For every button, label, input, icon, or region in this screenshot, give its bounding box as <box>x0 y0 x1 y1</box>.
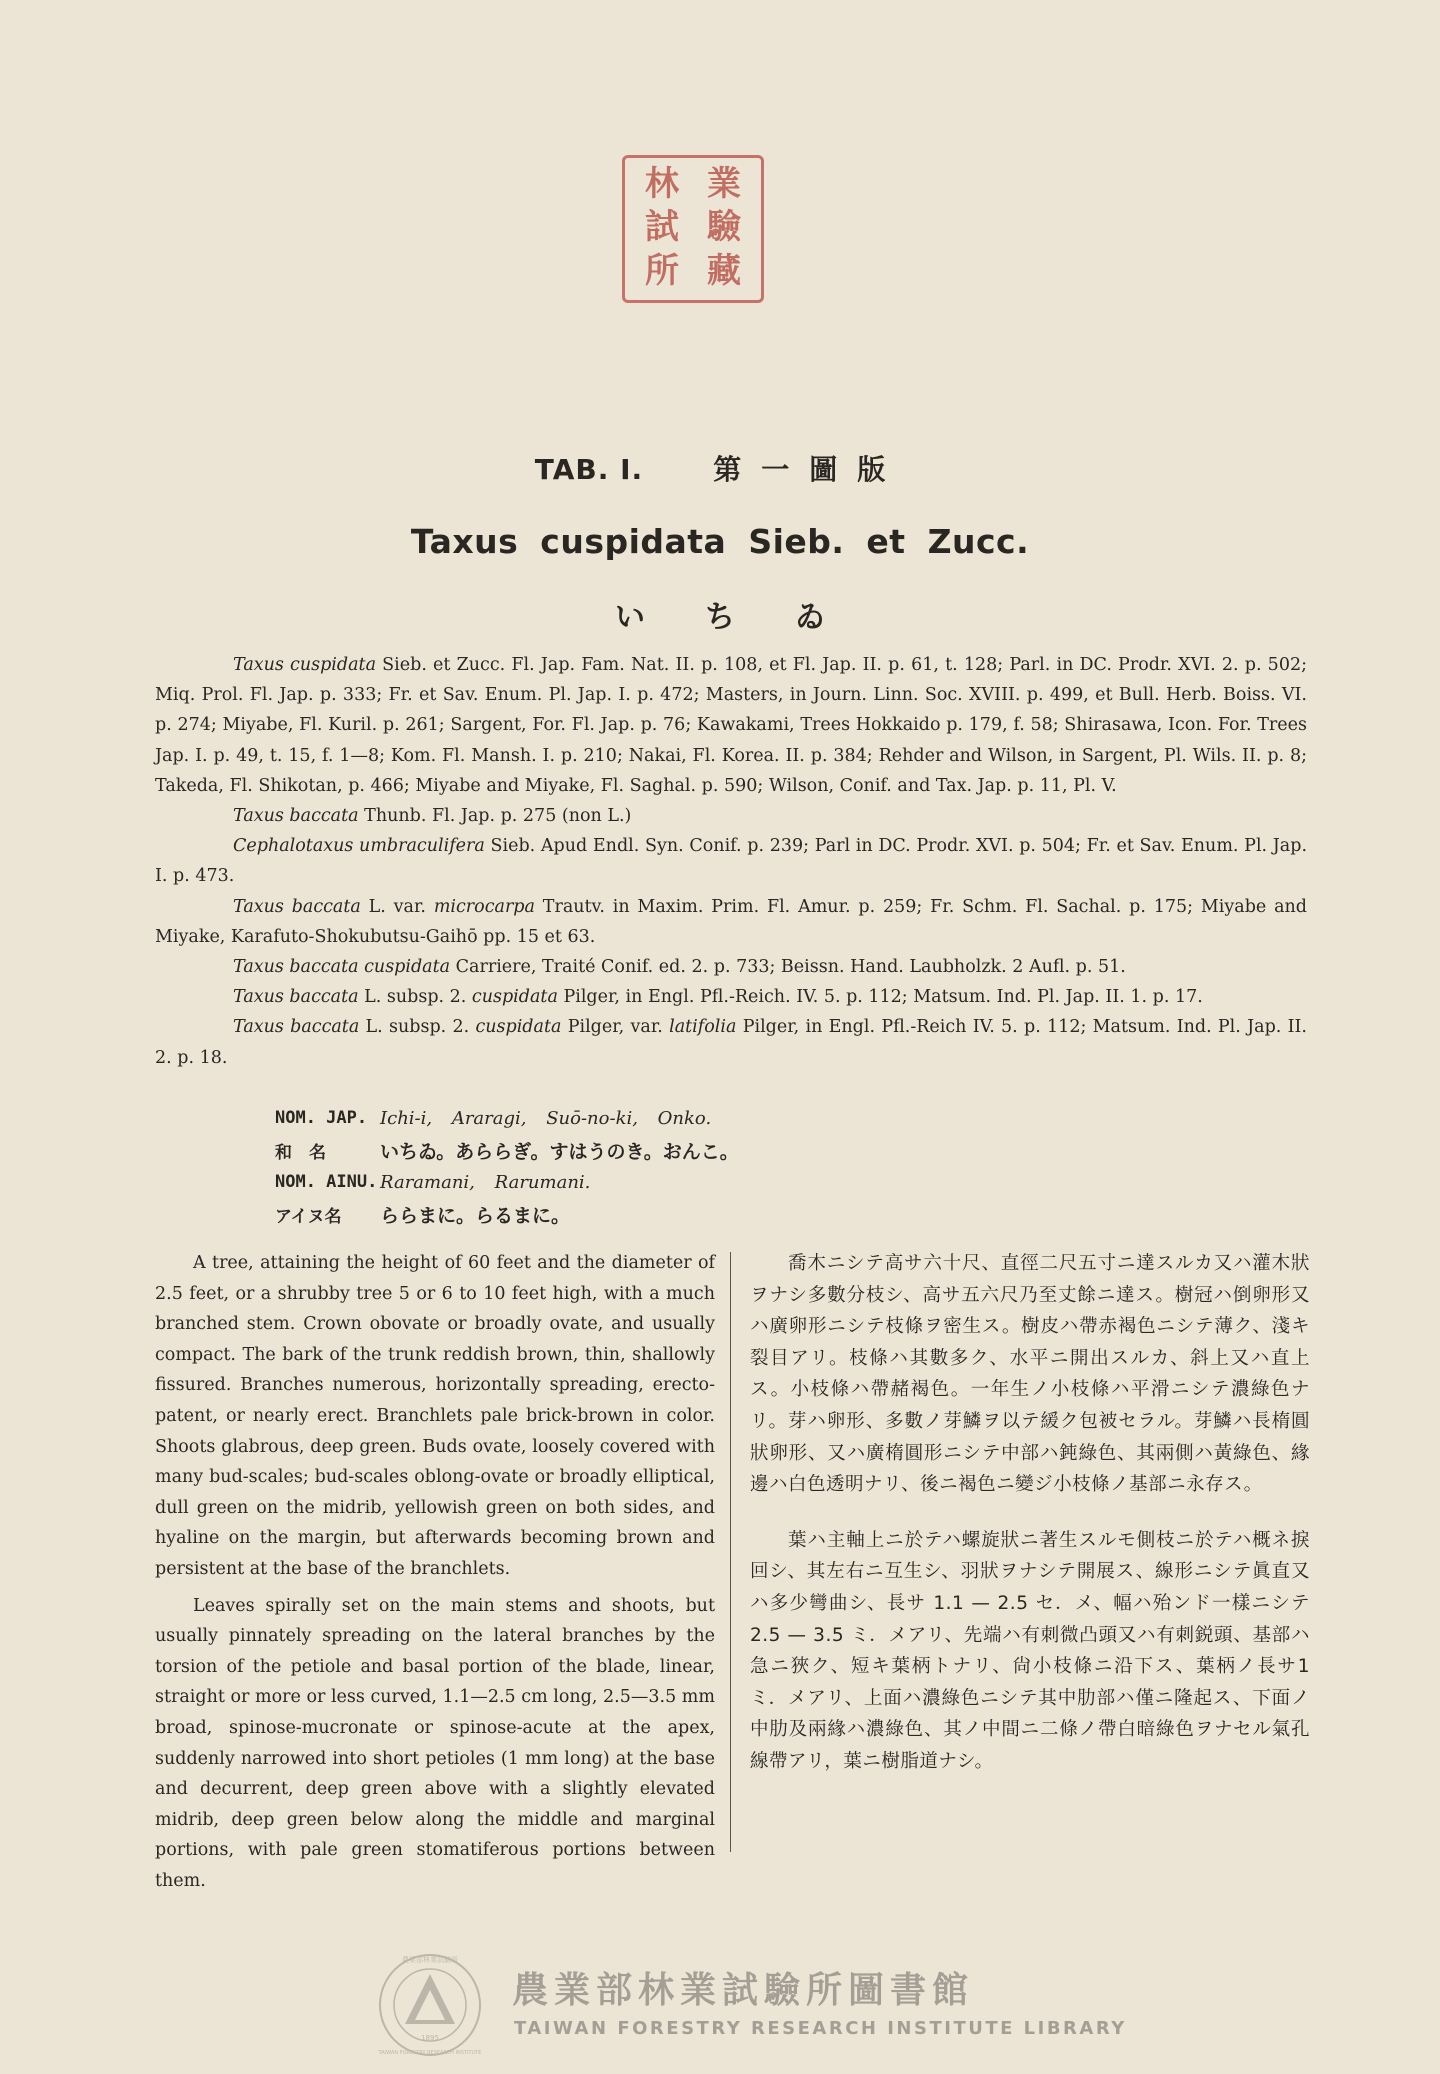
synonym-name: Taxus baccata <box>233 987 359 1008</box>
tab-label-chinese: 第一圖版 <box>713 453 906 486</box>
synonym-entry <box>155 650 1307 801</box>
nom-value: Ichi-i, Araragi, Suō-no-ki, Onko. <box>380 1107 712 1129</box>
synonym-name: cuspidata <box>471 987 558 1008</box>
synonym-name: Cephalotaxus umbraculifera <box>233 836 485 857</box>
synonym-name: Taxus baccata <box>233 896 361 917</box>
synonym-citation: Pilger, var. <box>561 1017 670 1038</box>
nom-value: いちゐ。あららぎ。すはうのき。おんこ。 <box>380 1140 739 1163</box>
nomenclature-table <box>275 1102 739 1230</box>
seal-char: 林 <box>645 164 679 204</box>
synonym-name: Taxus baccata <box>233 1017 360 1038</box>
synonym-entry <box>155 952 1307 982</box>
nom-label: 和 名 <box>275 1142 326 1163</box>
synonym-name: latifolia <box>669 1017 737 1038</box>
nom-label: アイヌ名 <box>275 1206 342 1227</box>
library-seal-stamp <box>622 155 764 303</box>
seal-char: 業 <box>707 164 741 204</box>
logo-text-cn: 農業部林業試驗所 <box>402 1956 458 1964</box>
library-logo-icon <box>375 1950 485 2060</box>
logo-text-en: TAIWAN FORESTRY RESEARCH INSTITUTE <box>378 2050 482 2056</box>
seal-char: 所 <box>645 250 679 291</box>
description-paragraph: A tree, attaining the height of 60 feet and the diameter of 2.5 feet, or a shrubby tree 5 or 6 to 10 feet high, with a much branched stem. Crown obovate or broadly ovate, and usually compact. The bark of the trunk reddish brown, thin, shallowly fissured. Branches numerous, horizontally spreading, erecto-patent, or nearly erect. Branchlets pale brick-brown in color. Shoots glabrous, deep green. Buds ovate, loosely covered with many bud-scales; bud-scales oblong-ovate or broadly elliptical, dull green on the midrib, yellowish green on both sides, and hyaline on the margin, but afterwards becoming brown and persistent at the base of the branchlets. <box>155 1253 715 1579</box>
english-description <box>155 1248 715 1902</box>
description-paragraph: Leaves spirally set on the main stems and shoots, but usually pinnately spreading on the lateral branches by the torsion of the petiole and basal portion of the blade, linear, straight or more or less curved, 1.1—2.5 cm long, 2.5—3.5 mm broad, spinose-mucronate or spinose-acute at the apex, suddenly narrowed into short petioles (1 mm long) at the base and decurrent, deep green above with a slightly elevated midrib, deep green below along the middle and marginal portions, with pale green stomatiferous portions between them. <box>155 1595 715 1891</box>
synonym-citation: L. var. <box>360 896 434 917</box>
seal-char: 藏 <box>707 250 741 291</box>
watermark-chinese: 農業部林業試驗所圖書館 <box>512 1970 975 2011</box>
synonym-citation: Thunb. Fl. Jap. p. 275 (non L.) <box>358 806 632 827</box>
seal-char: 驗 <box>707 207 741 248</box>
synonym-citation: Pilger, in Engl. Pfl.-Reich IV. 5. p. 112; Matsum. Ind. Pl. Jap. II. 2. p. 18. <box>155 1017 1307 1068</box>
nom-value: Raramani, Rarumani. <box>380 1171 591 1193</box>
logo-year: 1895 <box>421 2034 439 2042</box>
column-divider <box>730 1252 731 1852</box>
nomenclature-row <box>275 1134 739 1166</box>
species-title: Taxus cuspidata Sieb. et Zucc. <box>410 522 1030 561</box>
watermark-english: TAIWAN FORESTRY RESEARCH INSTITUTE LIBRARY <box>514 2018 1127 2039</box>
japanese-description <box>750 1248 1310 1802</box>
synonym-entry <box>155 1012 1307 1072</box>
synonym-citation: Pilger, in Engl. Pfl.-Reich. IV. 5. p. 112; Matsum. Ind. Pl. Jap. II. 1. p. 17. <box>557 987 1203 1008</box>
nomenclature-row <box>275 1102 739 1134</box>
synonym-entry <box>155 801 1307 831</box>
synonym-citation: Trautv. in Maxim. Prim. Fl. Amur. p. 259; Fr. Schm. Fl. Sachal. p. 175; Miyabe and Miyake, Karafuto-Shokubutsu-Gaihō pp. 15 et 63. <box>155 896 1307 947</box>
nomenclature-row <box>275 1198 739 1230</box>
synonym-citation: Carriere, Traité Conif. ed. 2. p. 733; Beissn. Hand. Laubholzk. 2 Aufl. p. 51. <box>450 957 1126 978</box>
synonym-citation: L. subsp. 2. <box>359 1017 476 1038</box>
nomenclature-row <box>275 1166 739 1198</box>
description-paragraph: 葉ハ主軸上ニ於テハ螺旋狀ニ著生スルモ側枝ニ於テハ概ネ捩回シ、其左右ニ互生シ、羽狀ヲナシテ開展ス、線形ニシテ眞直又ハ多少彎曲シ、長サ 1.1 — 2.5 セ．メ、幅ハ殆ンド一樣ニシテ 2.5 — 3.5 ミ．メアリ、先端ハ有刺微凸頭又ハ有刺鋭頭、基部ハ急ニ狹ク、短キ葉柄トナリ、尙小枝條ニ沿下ス、葉柄ノ長サ1ミ．メアリ、上面ハ濃綠色ニシテ其中肋部ハ僅ニ隆起ス、下面ノ中肋及兩緣ハ濃綠色、其ノ中間ニ二條ノ帶白暗綠色ヲナセル氣孔線帶アリ，葉ニ樹脂道ナシ。 <box>750 1529 1310 1772</box>
synonymy-section <box>155 650 1307 1073</box>
seal-char: 試 <box>645 207 679 248</box>
nom-value: ららまに。らるまに。 <box>380 1204 571 1227</box>
synonym-name: cuspidata <box>475 1017 562 1038</box>
japanese-common-name: いちゐ <box>615 600 885 635</box>
nom-label: NOM. JAP. <box>275 1108 368 1128</box>
plate-heading <box>0 448 1440 488</box>
synonym-citation: L. subsp. 2. <box>358 987 472 1008</box>
synonym-name: Taxus cuspidata <box>233 655 376 675</box>
tab-label: TAB. I. <box>534 453 644 486</box>
synonym-name: Taxus baccata <box>233 806 359 827</box>
synonym-entry <box>155 892 1307 952</box>
synonym-name: Taxus baccata cuspidata <box>233 957 451 978</box>
synonym-entry <box>155 831 1307 891</box>
nom-label: NOM. AINU. <box>275 1172 378 1192</box>
synonym-name: microcarpa <box>433 896 535 917</box>
synonym-citation: Sieb. et Zucc. Fl. Jap. Fam. Nat. II. p. 108, et Fl. Jap. II. p. 61, t. 128; Parl. in DC. Prodr. XVI. 2. p. 502; Miq. Prol. Fl. Jap. p. 333; Fr. et Sav. Enum. Pl. Jap. I. p. 472; Masters, in Journ. Linn. Soc. XVIII. p. 499, et Bull. Herb. Boiss. VI. p. 274; Miyabe, Fl. Kuril. p. 261; Sargent, For. Fl. Jap. p. 76; Kawakami, Trees Hokkaido p. 179, f. 58; Shirasawa, Icon. For. Trees Jap. I. p. 49, t. 15, f. 1—8; Kom. Fl. Mansh. I. p. 210; Nakai, Fl. Korea. II. p. 384; Rehder and Wilson, in Sargent, Pl. Wils. II. p. 8; Takeda, Fl. Shikotan, p. 466; Miyabe and Miyake, Fl. Saghal. p. 590; Wilson, Conif. and Tax. Jap. p. 11, Pl. V. <box>155 655 1307 796</box>
description-paragraph: 喬木ニシテ高サ六十尺、直徑二尺五寸ニ達スルカ又ハ灌木狀ヲナシ多數分枝シ、高サ五六尺乃至丈餘ニ達ス。樹冠ハ倒卵形又ハ廣卵形ニシテ枝條ヲ密生ス。樹皮ハ帶赤褐色ニシテ薄ク、淺キ裂目アリ。枝條ハ其數多ク、水平ニ開出スルカ、斜上又ハ直上ス。小枝條ハ帶赭褐色。一年生ノ小枝條ハ平滑ニシテ濃綠色ナリ。芽ハ卵形、多數ノ芽鱗ヲ以テ緩ク包被セラル。芽鱗ハ長楕圓狀卵形、又ハ廣楕圓形ニシテ中部ハ鈍綠色、其兩側ハ黃綠色、緣邊ハ白色透明ナリ、後ニ褐色ニ變ジ小枝條ノ基部ニ永存ス。 <box>750 1253 1310 1496</box>
synonym-citation: Sieb. Apud Endl. Syn. Conif. p. 239; Parl in DC. Prodr. XVI. p. 504; Fr. et Sav. Enum. Pl. Jap. I. p. 473. <box>155 836 1308 887</box>
synonym-entry <box>155 982 1307 1012</box>
